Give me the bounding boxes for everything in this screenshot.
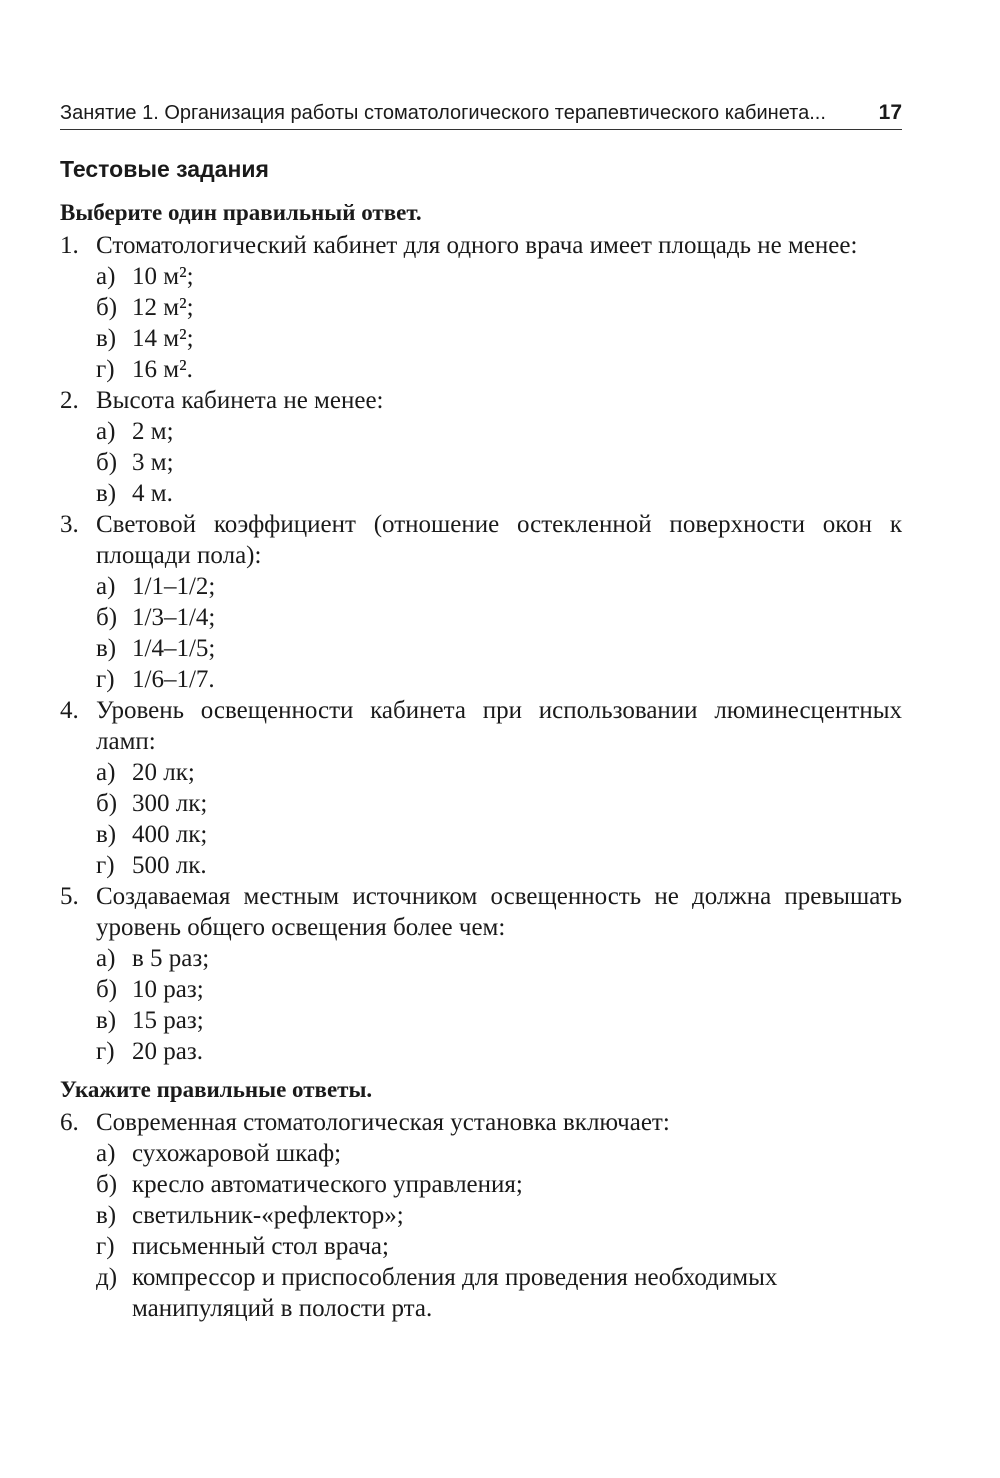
option-2b bbox=[60, 447, 902, 478]
option-letter: б) bbox=[96, 604, 118, 631]
option-text: 15 раз; bbox=[132, 1007, 204, 1034]
option-letter: г) bbox=[96, 1233, 115, 1260]
option-text: 14 м²; bbox=[132, 325, 194, 352]
question-4 bbox=[60, 695, 902, 757]
option-letter: б) bbox=[96, 976, 118, 1003]
option-letter: в) bbox=[96, 635, 117, 662]
instruction-multiple-answers: Укажите правильные ответы. bbox=[60, 1077, 373, 1102]
question-text: Создаваемая местным источником освещенность не должна превышать уровень общего освещения более чем: bbox=[96, 883, 902, 941]
option-1d bbox=[60, 354, 902, 385]
question-1 bbox=[60, 230, 902, 261]
question-text: Высота кабинета не менее: bbox=[96, 387, 384, 414]
option-letter: б) bbox=[96, 790, 118, 817]
option-letter: г) bbox=[96, 356, 115, 383]
option-letter: г) bbox=[96, 666, 115, 693]
option-letter: б) bbox=[96, 449, 118, 476]
option-text: 1/4–1/5; bbox=[132, 635, 216, 662]
option-text: 16 м². bbox=[132, 356, 193, 383]
option-text: 1/3–1/4; bbox=[132, 604, 216, 631]
option-letter: г) bbox=[96, 1038, 115, 1065]
option-6d bbox=[60, 1231, 902, 1262]
option-letter: д) bbox=[96, 1264, 118, 1291]
option-5a bbox=[60, 943, 902, 974]
question-5 bbox=[60, 881, 902, 943]
option-text: сухожаровой шкаф; bbox=[132, 1140, 342, 1167]
option-letter: б) bbox=[96, 294, 118, 321]
question-number: 1. bbox=[60, 232, 79, 259]
question-6 bbox=[60, 1107, 902, 1138]
option-text: 20 лк; bbox=[132, 759, 195, 786]
page-number: 17 bbox=[878, 101, 902, 124]
option-text: светильник-«рефлектор»; bbox=[132, 1202, 404, 1229]
question-number: 6. bbox=[60, 1109, 79, 1136]
option-letter: б) bbox=[96, 1171, 118, 1198]
question-number: 2. bbox=[60, 387, 79, 414]
option-letter: а) bbox=[96, 945, 116, 972]
option-letter: в) bbox=[96, 325, 117, 352]
option-text: 10 м²; bbox=[132, 263, 194, 290]
section-title: Тестовые задания bbox=[60, 156, 269, 182]
option-1c bbox=[60, 323, 902, 354]
option-4a bbox=[60, 757, 902, 788]
option-letter: г) bbox=[96, 852, 115, 879]
option-4c bbox=[60, 819, 902, 850]
option-text: 1/6–1/7. bbox=[132, 666, 215, 693]
option-2a bbox=[60, 416, 902, 447]
option-1a bbox=[60, 261, 902, 292]
question-number: 3. bbox=[60, 511, 79, 538]
question-text: Уровень освещенности кабинета при использовании люминесцентных ламп: bbox=[96, 697, 902, 755]
option-letter: а) bbox=[96, 573, 116, 600]
option-6e bbox=[60, 1262, 902, 1324]
option-text: 300 лк; bbox=[132, 790, 208, 817]
instruction-single-answer: Выберите один правильный ответ. bbox=[60, 200, 422, 225]
option-text: компрессор и приспособления для проведения необходимых манипуляций в полости рта. bbox=[132, 1264, 778, 1322]
option-4d bbox=[60, 850, 902, 881]
option-6a bbox=[60, 1138, 902, 1169]
option-5b bbox=[60, 974, 902, 1005]
question-text: Стоматологический кабинет для одного врача имеет площадь не менее: bbox=[96, 232, 858, 259]
option-text: письменный стол врача; bbox=[132, 1233, 389, 1260]
option-text: 1/1–1/2; bbox=[132, 573, 216, 600]
option-letter: а) bbox=[96, 759, 116, 786]
option-text: 2 м; bbox=[132, 418, 174, 445]
option-3d bbox=[60, 664, 902, 695]
option-4b bbox=[60, 788, 902, 819]
test-content bbox=[60, 196, 902, 1324]
option-text: в 5 раз; bbox=[132, 945, 210, 972]
option-letter: а) bbox=[96, 263, 116, 290]
option-6b bbox=[60, 1169, 902, 1200]
option-text: 12 м²; bbox=[132, 294, 194, 321]
option-text: 10 раз; bbox=[132, 976, 204, 1003]
option-text: 3 м; bbox=[132, 449, 174, 476]
option-5d bbox=[60, 1036, 902, 1067]
question-number: 4. bbox=[60, 697, 79, 724]
question-2 bbox=[60, 385, 902, 416]
option-letter: в) bbox=[96, 1007, 117, 1034]
option-letter: в) bbox=[96, 1202, 117, 1229]
option-3a bbox=[60, 571, 902, 602]
question-number: 5. bbox=[60, 883, 79, 910]
option-text: 500 лк. bbox=[132, 852, 207, 879]
option-letter: в) bbox=[96, 821, 117, 848]
option-text: 20 раз. bbox=[132, 1038, 203, 1065]
option-text: 400 лк; bbox=[132, 821, 208, 848]
option-3b bbox=[60, 602, 902, 633]
option-text: кресло автоматического управления; bbox=[132, 1171, 523, 1198]
option-6c bbox=[60, 1200, 902, 1231]
option-letter: а) bbox=[96, 418, 116, 445]
option-letter: а) bbox=[96, 1140, 116, 1167]
question-3 bbox=[60, 509, 902, 571]
running-title: Занятие 1. Организация работы стоматологического терапевтического кабинета... bbox=[60, 102, 826, 124]
running-header bbox=[60, 96, 902, 130]
option-letter: в) bbox=[96, 480, 117, 507]
option-3c bbox=[60, 633, 902, 664]
option-5c bbox=[60, 1005, 902, 1036]
question-text: Световой коэффициент (отношение остекленной поверхности окон к площади пола): bbox=[96, 511, 902, 569]
option-text: 4 м. bbox=[132, 480, 173, 507]
question-text: Современная стоматологическая установка включает: bbox=[96, 1109, 670, 1136]
option-1b bbox=[60, 292, 902, 323]
option-2c bbox=[60, 478, 902, 509]
